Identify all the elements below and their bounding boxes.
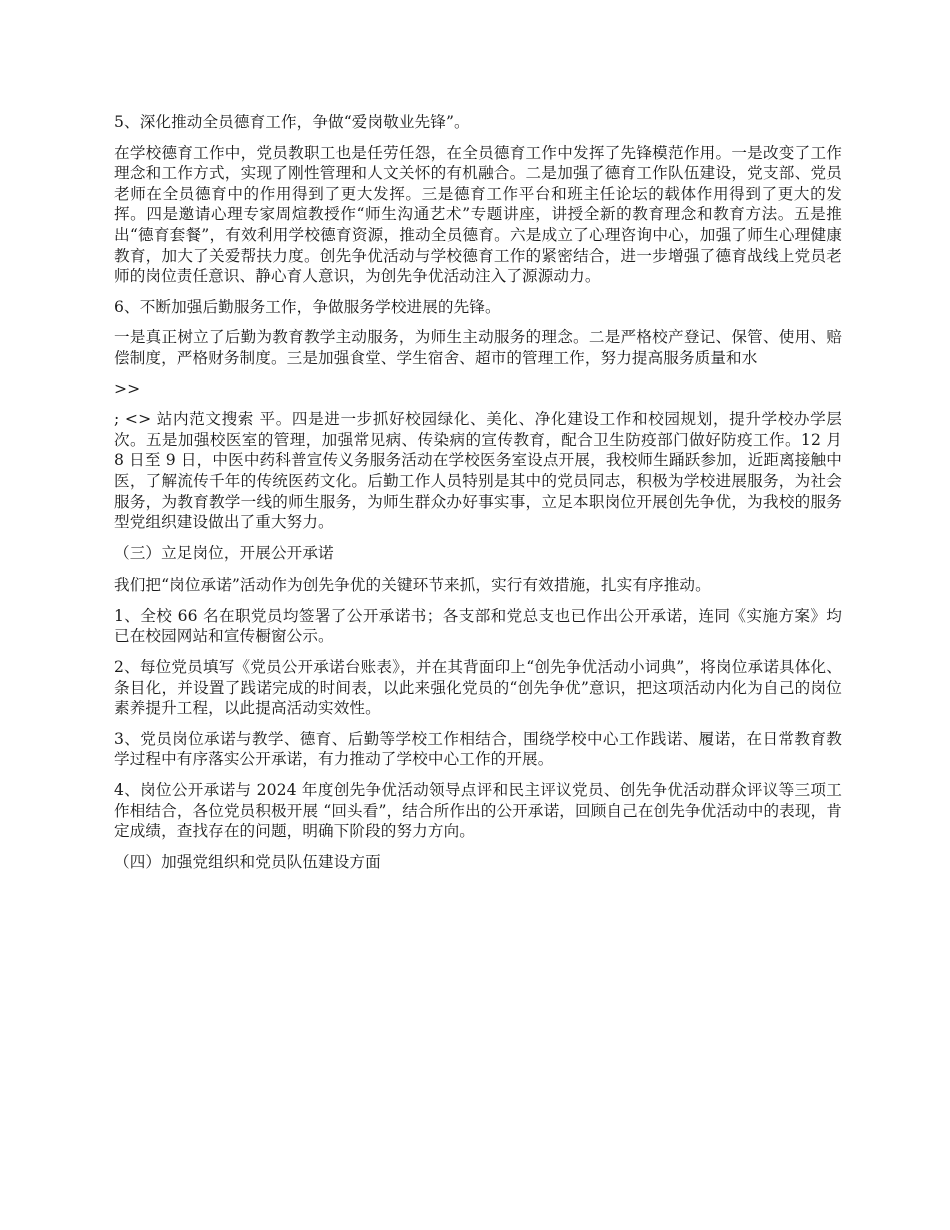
section-heading-5: 5、深化推动全员德育工作，争做“爱岗敬业先锋”。	[114, 113, 470, 131]
continuation-marker: >>	[114, 379, 141, 398]
section-heading-6: 6、不断加强后勤服务工作，争做服务学校进展的先锋。	[114, 297, 501, 316]
document-body	[114, 112, 842, 884]
commitment-item-2: 2、每位党员填写《党员公开承诺台账表》，并在其背面印上“创先争优活动小词典”，将岗位承诺具体化、条目化，并设置了践诺完成的时间表，以此来强化党员的“创先争优”意识，把这项活动内化为自己的岗位素养提升工程，以此提高活动实效性。	[114, 658, 842, 718]
paragraph-logistics-continued: ; <> 站内范文搜索 平。四是进一步抓好校园绿化、美化、净化建设工作和校园规划，提升学校办学层次。五是加强校医室的管理，加强常见病、传染病的宣传教育，配合卫生防疫部门做好防疫工作。12 月 8 日至 9 日，中医中药科普宣传义务服务活动在学校医务室设点开展，我校师生踊跃参加，近距离接触中医，了解流传千年的传统医药文化。后勤工作人员特别是其中的党员同志，积极为学校进展服务，为社会服务，为教育教学一线的师生服务，为师生群众办好事实事，立足本职岗位开展创先争优，为我校的服务型党组织建设做出了重大努力。	[114, 410, 842, 532]
paragraph-moral-education: 在学校德育工作中，党员教职工也是任劳任怨，在全员德育工作中发挥了先锋模范作用。一是改变了工作理念和工作方式，实现了刚性管理和人文关怀的有机融合。二是加强了德育工作队伍建设，党支部、党员老师在全员德育中的作用得到了更大发挥。三是德育工作平台和班主任论坛的载体作用得到了更大的发挥。四是邀请心理专家周煊教授作“师生沟通艺术”专题讲座，讲授全新的教育理念和教育方法。五是推出“德育套餐”，有效利用学校德育资源，推动全员德育。六是成立了心理咨询中心，加强了师生心理健康教育，加大了关爱帮扶力度。创先争优活动与学校德育工作的紧密结合，进一步增强了德育战线上党员老师的岗位责任意识、静心育人意识，为创先争优活动注入了源源动力。	[114, 143, 842, 286]
paragraph-commitment-intro: 我们把“岗位承诺”活动作为创先争优的关键环节来抓，实行有效措施，扎实有序推动。	[114, 576, 711, 595]
section-heading-4: （四）加强党组织和党员队伍建设方面	[114, 852, 381, 871]
commitment-item-3: 3、党员岗位承诺与教学、德育、后勤等学校工作相结合，围绕学校中心工作践诺、履诺，在日常教育教学过程中有序落实公开承诺，有力推动了学校中心工作的开展。	[114, 729, 842, 769]
commitment-item-1: 1、全校 66 名在职党员均签署了公开承诺书；各支部和党总支也已作出公开承诺，连同《实施方案》均已在校园网站和宣传橱窗公示。	[114, 606, 842, 646]
commitment-item-4: 4、岗位公开承诺与 2024 年度创先争优活动领导点评和民主评议党员、创先争优活动群众评议等三项工作相结合，各位党员积极开展 “回头看”，结合所作出的公开承诺，回顾自己在创先争优活动中的表现，肯定成绩，查找存在的问题，明确下阶段的努力方向。	[114, 781, 842, 841]
section-heading-3: （三）立足岗位，开展公开承诺	[114, 543, 334, 562]
paragraph-logistics: 一是真正树立了后勤为教育教学主动服务，为师生主动服务的理念。二是严格校产登记、保管、使用、赔偿制度，严格财务制度。三是加强食堂、学生宿舍、超市的管理工作，努力提高服务质量和水	[114, 328, 842, 367]
